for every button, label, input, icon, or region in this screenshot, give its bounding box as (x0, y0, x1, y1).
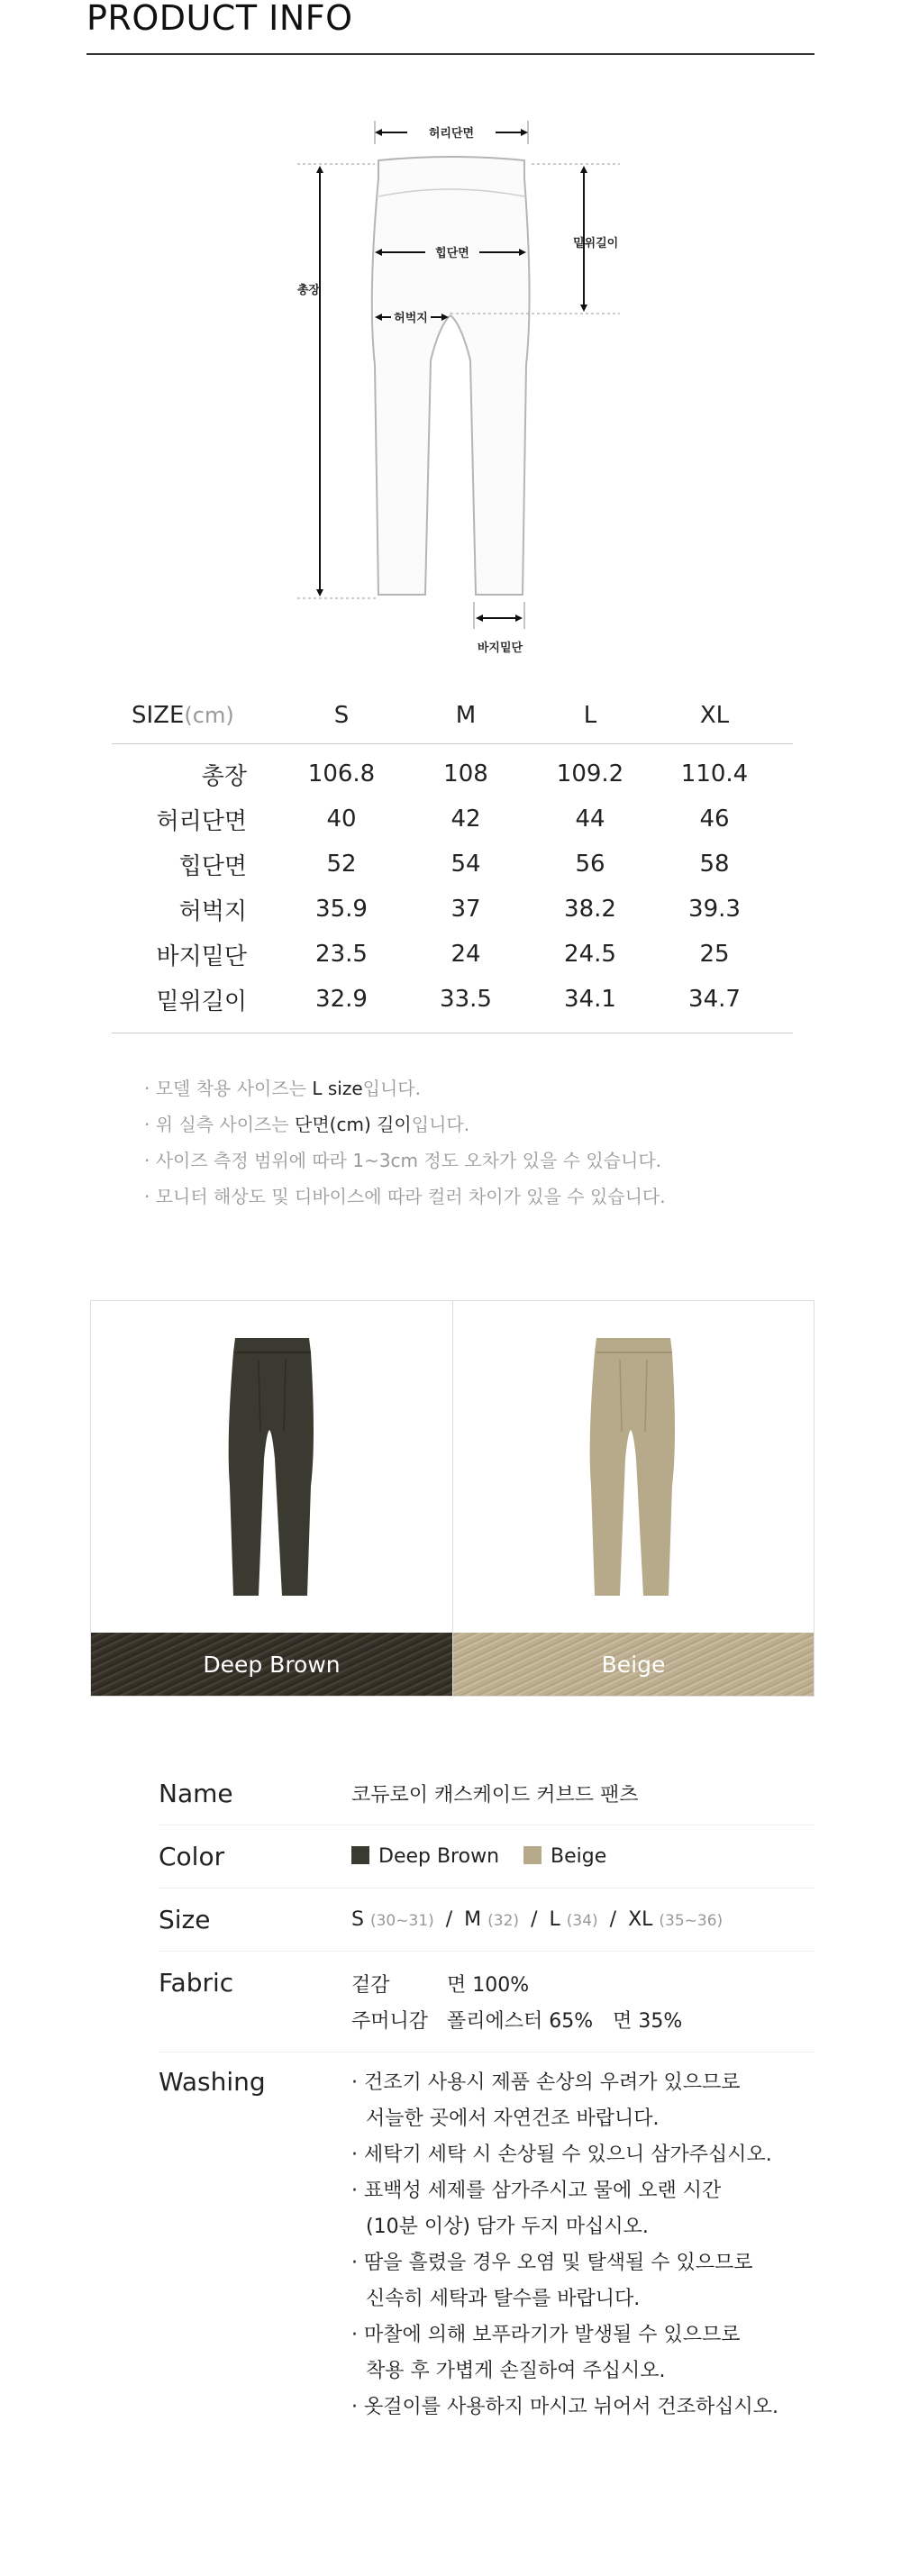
label-rise: 밑위길이 (573, 237, 619, 250)
size-col-s: S (333, 701, 350, 729)
row-label: 허리단면 (156, 807, 247, 835)
size-separator: / (531, 1908, 538, 1931)
washing-line: · 땀을 흘렸을 경우 오염 및 탈색될 수 있으므로 (351, 2252, 753, 2274)
table-cell: 37 (450, 896, 481, 923)
washing-line: · 마찰에 의해 보푸라기가 발생될 수 있으므로 (351, 2324, 741, 2346)
table-cell: 24.5 (564, 941, 616, 968)
fabric-value: 면 100% (447, 1974, 530, 1997)
info-key: Color (159, 1842, 225, 1871)
table-cell: 58 (699, 851, 730, 878)
washing-line: · 옷걸이를 사용하지 마시고 뉘어서 건조하십시오. (351, 2396, 778, 2418)
fabric-line (351, 2004, 815, 2040)
size-option: L (549, 1908, 560, 1931)
table-row (112, 887, 793, 932)
table-cell: 38.2 (564, 896, 616, 923)
table-cell: 23.5 (315, 941, 368, 968)
color-values (351, 1845, 815, 1868)
table-cell: 44 (575, 806, 605, 833)
size-range: (32) (487, 1912, 520, 1930)
table-cell: 24 (450, 941, 481, 968)
label-hip: 힙단면 (435, 247, 469, 260)
table-cell: 109.2 (556, 760, 624, 787)
row-label: 힙단면 (178, 852, 247, 880)
size-header-label: SIZE(cm) (132, 701, 234, 729)
washing-line: · 세탁기 세탁 시 손상될 수 있으니 삼가주십시오. (351, 2144, 772, 2166)
color-name: Beige (551, 1845, 607, 1868)
note-model-size: · 모델 착용 사이즈는 L size입니다. (144, 1078, 421, 1099)
table-cell: 108 (443, 760, 488, 787)
table-cell: 34.1 (564, 986, 616, 1013)
table-cell: 33.5 (440, 986, 492, 1013)
washing-line: 서늘한 곳에서 자연건조 바랍니다. (366, 2107, 660, 2130)
swatch-beige (452, 1301, 814, 1696)
pants-outline (372, 157, 530, 595)
swatch-label-bar (91, 1633, 452, 1696)
label-hem: 바지밑단 (477, 642, 523, 655)
fabric-value: 면 35% (613, 2010, 683, 2033)
product-name: 코듀로이 캐스케이드 커브드 팬츠 (351, 1784, 639, 1807)
table-row (112, 977, 793, 1022)
product-info-table (159, 1762, 815, 2426)
pants-measurement-diagram (270, 117, 631, 676)
size-col-xl: XL (699, 701, 730, 729)
table-cell: 35.9 (315, 896, 368, 923)
size-separator: / (445, 1908, 453, 1931)
table-cell: 46 (699, 806, 730, 833)
table-cell: 32.9 (315, 986, 368, 1013)
pants-photo-beige (584, 1333, 683, 1603)
washing-line: (10분 이상) 담가 두지 마십시오. (366, 2216, 649, 2238)
product-image-deep-brown (91, 1301, 452, 1634)
size-option: XL (628, 1908, 653, 1931)
washing-line: 착용 후 가볍게 손질하여 주십시오. (366, 2360, 666, 2382)
table-cell: 25 (699, 941, 730, 968)
label-waist: 허리단면 (428, 127, 475, 141)
size-range: (30~31) (369, 1912, 434, 1930)
color-chip-deep-brown (351, 1846, 369, 1864)
size-range: (34) (566, 1912, 598, 1930)
fabric-values (351, 1968, 815, 2052)
info-key: Fabric (159, 1968, 234, 1998)
table-cell: 106.8 (307, 760, 376, 787)
table-cell: 54 (450, 851, 481, 878)
table-row (112, 751, 793, 796)
size-range: (35~36) (659, 1912, 724, 1930)
info-key: Name (159, 1779, 233, 1808)
info-key: Washing (159, 2067, 266, 2097)
fabric-line (351, 1968, 815, 2004)
table-cell: 56 (575, 851, 605, 878)
info-key: Size (159, 1905, 211, 1934)
pants-diagram-svg (270, 117, 631, 676)
washing-line: · 표백성 세제를 삼가주시고 물에 오랜 시간 (351, 2180, 722, 2202)
pants-photo-deep-brown (223, 1333, 322, 1603)
info-row-fabric (159, 1952, 815, 2053)
row-label: 바지밑단 (156, 942, 247, 970)
washing-instructions (351, 2065, 815, 2426)
size-option: S (351, 1908, 364, 1931)
note-tolerance: · 사이즈 측정 범위에 따라 1~3cm 정도 오차가 있을 수 있습니다. (144, 1150, 662, 1171)
info-row-size (159, 1889, 815, 1952)
size-table-header (112, 687, 793, 744)
table-cell: 34.7 (688, 986, 741, 1013)
table-row (112, 842, 793, 887)
color-name: Deep Brown (378, 1845, 500, 1868)
size-values (351, 1908, 815, 1931)
fabric-value: 폴리에스터 65% (447, 2010, 594, 2033)
size-option: M (464, 1908, 482, 1931)
row-label: 밑위길이 (156, 988, 247, 1015)
info-row-washing (159, 2053, 815, 2426)
fabric-label: 주머니감 (351, 2010, 429, 2033)
row-label: 허벅지 (178, 897, 247, 925)
table-row (112, 932, 793, 977)
label-total: 총장 (297, 284, 321, 297)
table-cell: 110.4 (680, 760, 749, 787)
color-swatches (90, 1300, 815, 1697)
note-color-difference: · 모니터 해상도 및 디바이스에 따라 컬러 차이가 있을 수 있습니다. (144, 1186, 666, 1207)
size-table (112, 687, 793, 1033)
info-row-name (159, 1762, 815, 1825)
washing-line: · 건조기 사용시 제품 손상의 우려가 있으므로 (351, 2071, 741, 2094)
size-col-m: M (455, 701, 477, 729)
table-cell: 40 (326, 806, 357, 833)
table-cell: 42 (450, 806, 481, 833)
label-thigh: 허벅지 (394, 312, 428, 325)
product-image-beige (453, 1301, 814, 1634)
swatch-name: Beige (601, 1651, 666, 1678)
table-row (112, 796, 793, 842)
row-label: 총장 (201, 762, 247, 790)
info-row-color (159, 1825, 815, 1889)
swatch-deep-brown (91, 1301, 452, 1696)
swatch-name: Deep Brown (203, 1651, 341, 1678)
size-col-l: L (583, 701, 597, 729)
title-divider (86, 53, 815, 55)
note-measurement: · 위 실측 사이즈는 단면(cm) 길이입니다. (144, 1114, 470, 1135)
size-notes (144, 1070, 666, 1215)
washing-line: 신속히 세탁과 탈수를 바랍니다. (366, 2288, 641, 2310)
swatch-label-bar (453, 1633, 814, 1696)
color-chip-beige (523, 1846, 542, 1864)
page-title: PRODUCT INFO (86, 0, 353, 38)
table-cell: 39.3 (688, 896, 741, 923)
fabric-label: 겉감 (351, 1974, 390, 1997)
table-cell: 52 (326, 851, 357, 878)
size-separator: / (609, 1908, 617, 1931)
